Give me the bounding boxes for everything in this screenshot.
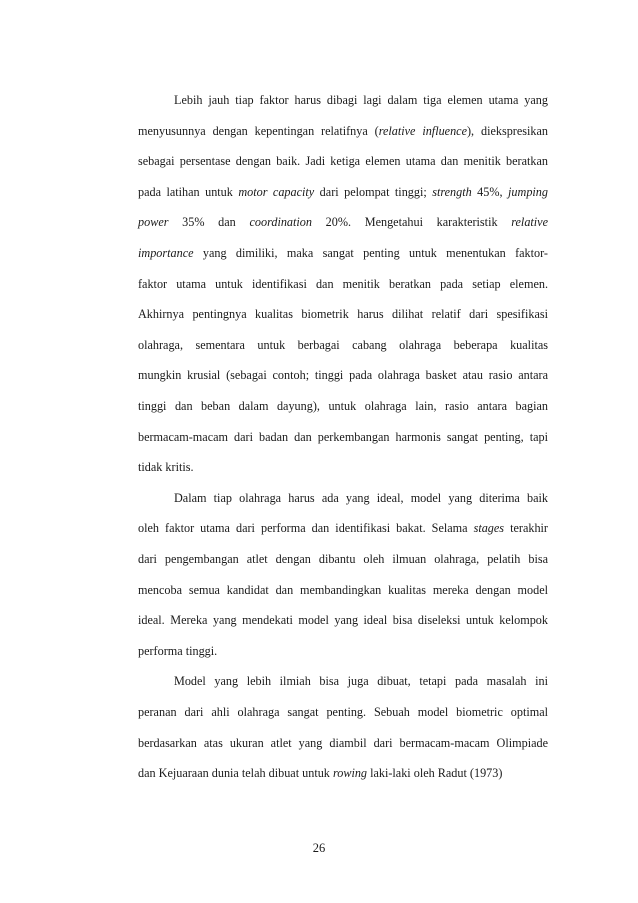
text-run: 45%,: [471, 184, 509, 199]
text-run: menyusunnya dengan kepentingan relatifnya (: [138, 123, 379, 138]
text-line: [138, 184, 548, 200]
text-line: [138, 367, 548, 383]
text-line: [138, 245, 548, 261]
italic-term: jumping: [508, 184, 548, 199]
text-line: [174, 92, 548, 108]
text-line: [138, 398, 548, 414]
text-run: Model yang lebih ilmiah bisa juga dibuat, tetapi pada masalah ini: [174, 674, 548, 689]
text-run: pada latihan untuk: [138, 184, 239, 199]
text-line: [138, 459, 548, 475]
text-line: [138, 429, 548, 445]
text-run: Lebih jauh tiap faktor harus dibagi lagi dalam tiga elemen utama yang: [174, 93, 548, 107]
italic-term: stages: [473, 521, 505, 536]
italic-term: importance: [138, 246, 194, 260]
text-run: performa tinggi.: [138, 643, 218, 658]
text-line: [138, 643, 548, 659]
text-run: bermacam-macam dari badan dan perkembangan harmonis sangat penting, tapi: [138, 429, 548, 444]
text-line: [138, 582, 548, 598]
text-line: [138, 123, 548, 139]
text-line: [138, 551, 548, 567]
italic-term: power: [138, 215, 169, 230]
text-line: [174, 673, 548, 689]
text-line: [138, 520, 548, 536]
text-run: mungkin krusial (sebagai contoh; tinggi pada olahraga basket atau rasio antara: [138, 368, 548, 383]
italic-term: rowing: [332, 766, 368, 781]
text-run: tinggi dan beban dalam dayung), untuk olahraga lain, rasio antara bagian: [138, 399, 548, 413]
text-run: Akhirnya pentingnya kualitas biometrik harus dilihat relatif dari spesifikasi: [138, 307, 548, 322]
page-number: 26: [312, 841, 326, 855]
text-run: 20%. Mengetahui karakteristik: [311, 215, 512, 230]
text-line: [174, 490, 548, 506]
text-line: [138, 337, 548, 353]
italic-term: strength: [432, 184, 472, 199]
text-line: [138, 765, 548, 781]
text-run: sebagai persentase dengan baik. Jadi ketiga elemen utama dan menitik beratkan: [138, 154, 548, 169]
text-run: dari pengembangan atlet dengan dibantu oleh ilmuan olahraga, pelatih bisa: [138, 552, 548, 566]
text-run: olahraga, sementara untuk berbagai cabang olahraga beberapa kualitas: [138, 337, 548, 352]
italic-term: motor capacity: [238, 184, 315, 199]
text-line: [138, 214, 548, 230]
text-run: berdasarkan atas ukuran atlet yang diambil dari bermacam-macam Olimpiade: [138, 735, 548, 750]
text-run: ideal. Mereka yang mendekati model yang ideal bisa diseleksi untuk kelompok: [138, 613, 548, 628]
text-run: faktor utama untuk identifikasi dan menitik beratkan pada setiap elemen.: [138, 276, 548, 291]
text-line: [138, 735, 548, 751]
text-run: mencoba semua kandidat dan membandingkan kualitas mereka dengan model: [138, 582, 548, 597]
text-run: terakhir: [504, 521, 548, 536]
text-line: [138, 612, 548, 628]
text-run: dan Kejuaraan dunia telah dibuat untuk: [138, 766, 333, 781]
italic-term: relative influence: [378, 123, 467, 138]
text-run: Dalam tiap olahraga harus ada yang ideal, model yang diterima baik: [174, 490, 548, 505]
italic-term: relative: [511, 215, 549, 230]
italic-term: coordination: [249, 215, 312, 230]
text-run: ), diekspresikan: [467, 123, 548, 138]
text-line: [138, 153, 548, 169]
text-line: [138, 306, 548, 322]
text-run: dari pelompat tinggi;: [314, 184, 433, 199]
text-run: laki-laki oleh Radut (1973): [367, 766, 503, 781]
text-run: oleh faktor utama dari performa dan identifikasi bakat. Selama: [138, 521, 474, 536]
text-run: tidak kritis.: [138, 460, 194, 475]
text-line: [138, 276, 548, 292]
text-run: 35% dan: [168, 215, 250, 230]
text-run: yang dimiliki, maka sangat penting untuk menentukan faktor-: [193, 246, 548, 260]
text-line: [138, 704, 548, 720]
text-run: peranan dari ahli olahraga sangat penting. Sebuah model biometric optimal: [138, 705, 548, 719]
